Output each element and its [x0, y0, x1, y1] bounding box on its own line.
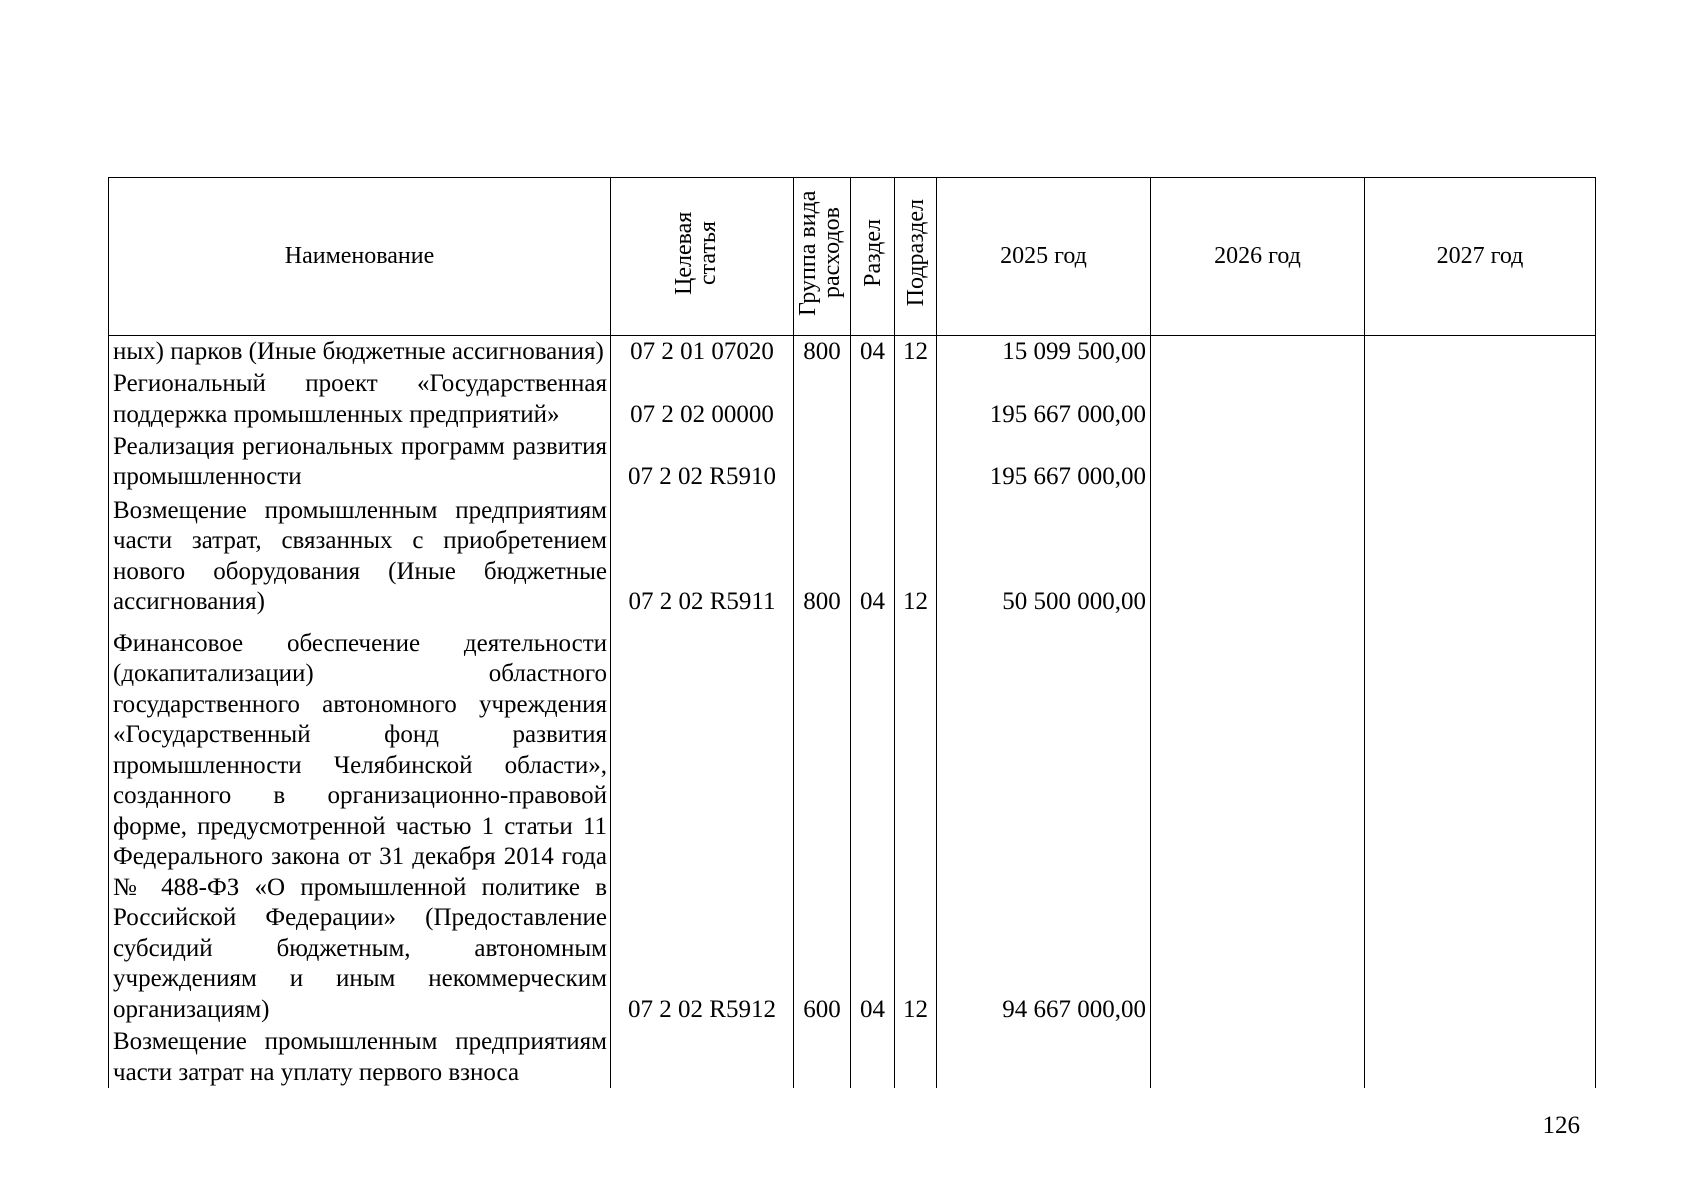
row-2027	[1365, 336, 1596, 368]
header-2027: 2027 год	[1365, 178, 1596, 336]
header-name: Наименование	[109, 178, 611, 336]
row-expense-group: 800	[794, 336, 851, 368]
row-section	[851, 1025, 895, 1088]
row-target-article: 07 2 01 07020	[611, 336, 794, 368]
row-target-article: 07 2 02 R5912	[611, 618, 794, 1025]
row-2027	[1365, 618, 1596, 1025]
header-section: Раздел	[851, 178, 895, 336]
row-section: 04	[851, 493, 895, 618]
table-row	[109, 336, 1596, 368]
row-name: ных) парков (Иные бюджетные ассигнования)	[109, 336, 611, 368]
table-header-row	[109, 178, 1596, 336]
row-subsection: 12	[895, 336, 937, 368]
header-subsection: Подраздел	[895, 178, 937, 336]
row-2025: 195 667 000,00	[937, 430, 1151, 493]
row-2026	[1151, 618, 1365, 1025]
row-2026	[1151, 1025, 1365, 1088]
row-target-article: 07 2 02 R5911	[611, 493, 794, 618]
row-2027	[1365, 493, 1596, 618]
row-expense-group: 600	[794, 618, 851, 1025]
row-section: 04	[851, 336, 895, 368]
row-2026	[1151, 367, 1365, 430]
row-name: Финансовое обеспечение деятельности (докапитализации) областного государственного автономного учреждения «Государственный фонд развития промышленности Челябинской области», созданного в организационно-правовой форме, предусмотренной частью 1 статьи 11 Федерального закона от 31 декабря 2014 года № 488-ФЗ «О промышленной политике в Российской Федерации» (Предоставление субсидий бюджетным, автономным учреждениям и иным некоммерческим организациям)	[109, 618, 611, 1025]
row-name: Возмещение промышленным предприятиям части затрат на уплату первого взноса	[109, 1025, 611, 1088]
row-2025	[937, 1025, 1151, 1088]
row-2026	[1151, 430, 1365, 493]
table-row	[109, 493, 1596, 618]
row-2025: 94 667 000,00	[937, 618, 1151, 1025]
row-section	[851, 367, 895, 430]
table-row	[109, 367, 1596, 430]
row-subsection	[895, 367, 937, 430]
header-2026: 2026 год	[1151, 178, 1365, 336]
row-section: 04	[851, 618, 895, 1025]
row-subsection: 12	[895, 618, 937, 1025]
row-expense-group	[794, 430, 851, 493]
row-2025: 15 099 500,00	[937, 336, 1151, 368]
table-row	[109, 618, 1596, 1025]
header-target-article: Целевая статья	[611, 178, 794, 336]
row-section	[851, 430, 895, 493]
row-subsection: 12	[895, 493, 937, 618]
row-2026	[1151, 493, 1365, 618]
row-name: Возмещение промышленным предприятиям части затрат, связанных с приобретением нового оборудования (Иные бюджетные ассигнования)	[109, 493, 611, 618]
row-2027	[1365, 1025, 1596, 1088]
table-row	[109, 1025, 1596, 1088]
row-name: Реализация региональных программ развития промышленности	[109, 430, 611, 493]
row-target-article	[611, 1025, 794, 1088]
row-subsection	[895, 430, 937, 493]
page-number: 126	[1542, 1112, 1580, 1139]
row-2026	[1151, 336, 1365, 368]
row-expense-group	[794, 1025, 851, 1088]
row-subsection	[895, 1025, 937, 1088]
row-2027	[1365, 430, 1596, 493]
row-expense-group: 800	[794, 493, 851, 618]
table-row	[109, 430, 1596, 493]
header-2025: 2025 год	[937, 178, 1151, 336]
row-target-article: 07 2 02 00000	[611, 367, 794, 430]
row-target-article: 07 2 02 R5910	[611, 430, 794, 493]
row-name: Региональный проект «Государственная поддержка промышленных предприятий»	[109, 367, 611, 430]
row-2025: 50 500 000,00	[937, 493, 1151, 618]
row-expense-group	[794, 367, 851, 430]
row-2027	[1365, 367, 1596, 430]
row-2025: 195 667 000,00	[937, 367, 1151, 430]
budget-table	[108, 177, 1596, 1088]
header-expense-group: Группа вида расходов	[794, 178, 851, 336]
